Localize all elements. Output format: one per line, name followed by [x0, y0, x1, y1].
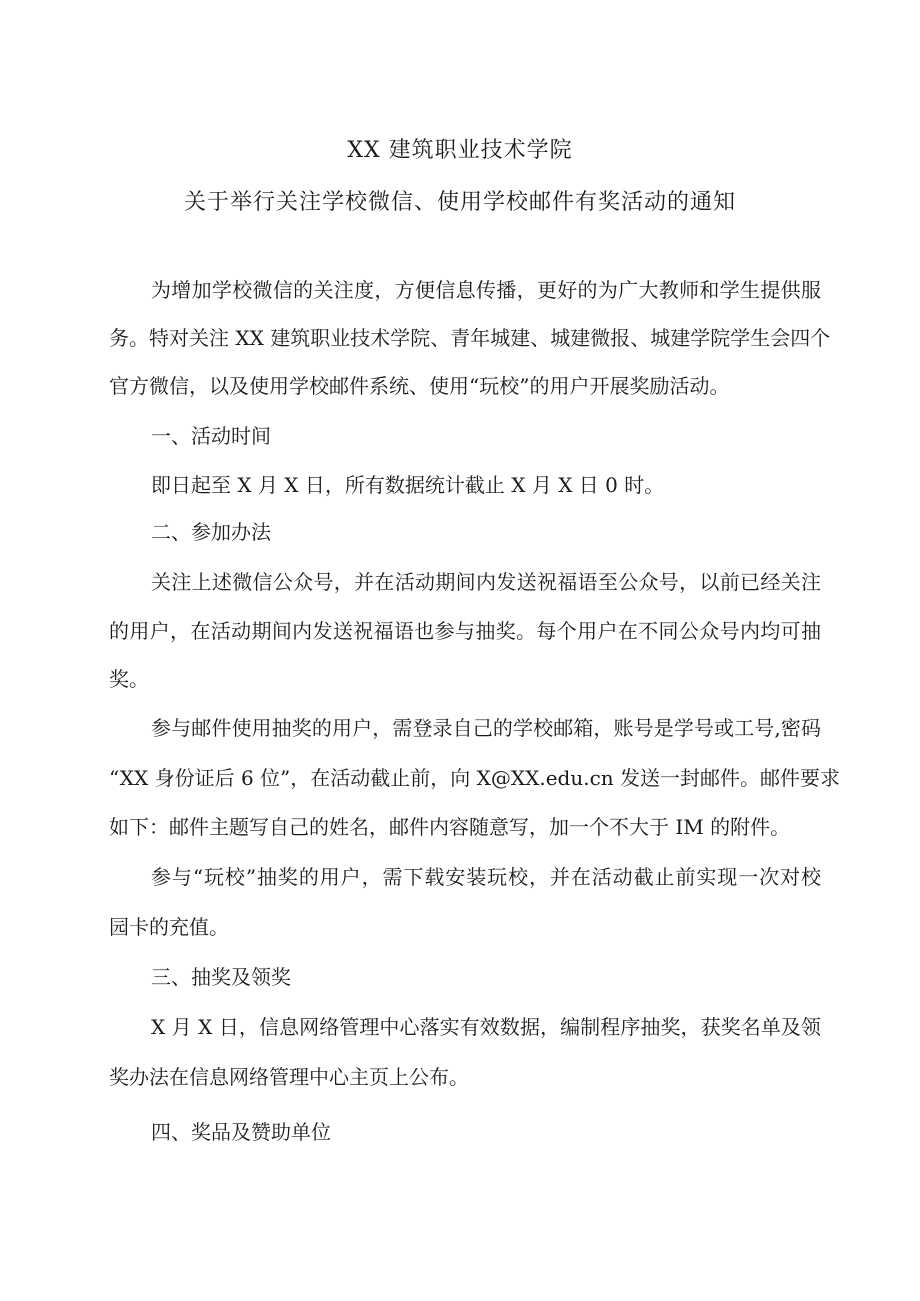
section-heading-participation: 二、参加办法	[151, 520, 271, 544]
participation-p1-line-2: 的用户，在活动期间内发送祝福语也参与抽奖。每个用户在不同公众号内均可抽	[109, 619, 821, 643]
document-title-notice: 关于举行关注学校微信、使用学校邮件有奖活动的通知	[183, 190, 736, 215]
participation-p3-line-2: 园卡的充值。	[109, 915, 229, 939]
intro-line-1: 为增加学校微信的关注度，方便信息传播，更好的为广大教师和学生提供服	[151, 278, 821, 302]
participation-p3-line-1: 参与“玩校”抽奖的用户，需下载安装玩校，并在活动截止前实现一次对校	[151, 865, 821, 889]
participation-p2-line-1: 参与邮件使用抽奖的用户，需登录自己的学校邮箱，账号是学号或工号,密码	[151, 716, 821, 740]
section-heading-activity-time: 一、活动时间	[151, 424, 271, 448]
participation-p1-line-1: 关注上述微信公众号，并在活动期间内发送祝福语至公众号，以前已经关注	[151, 570, 821, 594]
lottery-line-2: 奖办法在信息网络管理中心主页上公布。	[109, 1065, 469, 1089]
section-heading-prizes: 四、奖品及赞助单位	[151, 1120, 331, 1144]
activity-time-text: 即日起至 X 月 X 日，所有数据统计截止 X 月 X 日 0 时。	[151, 473, 665, 497]
participation-p2-line-3: 如下：邮件主题写自己的姓名，邮件内容随意写，加一个不大于 IM 的附件。	[109, 815, 791, 839]
intro-line-3: 官方微信，以及使用学校邮件系统、使用“玩校”的用户开展奖励活动。	[109, 374, 730, 398]
participation-p1-line-3: 奖。	[109, 667, 149, 691]
intro-line-2: 务。特对关注 XX 建筑职业技术学院、青年城建、城建微报、城建学院学生会四个	[109, 326, 831, 350]
lottery-line-1: X 月 X 日，信息网络管理中心落实有效数据，编制程序抽奖，获奖名单及领	[151, 1015, 821, 1039]
document-title-school: XX 建筑职业技术学院	[347, 138, 573, 163]
section-heading-lottery: 三、抽奖及领奖	[151, 965, 291, 989]
participation-p2-line-2: “XX 身份证后 6 位”，在活动截止前，向 X@XX.edu.cn 发送一封邮件。邮件要求	[109, 766, 841, 790]
